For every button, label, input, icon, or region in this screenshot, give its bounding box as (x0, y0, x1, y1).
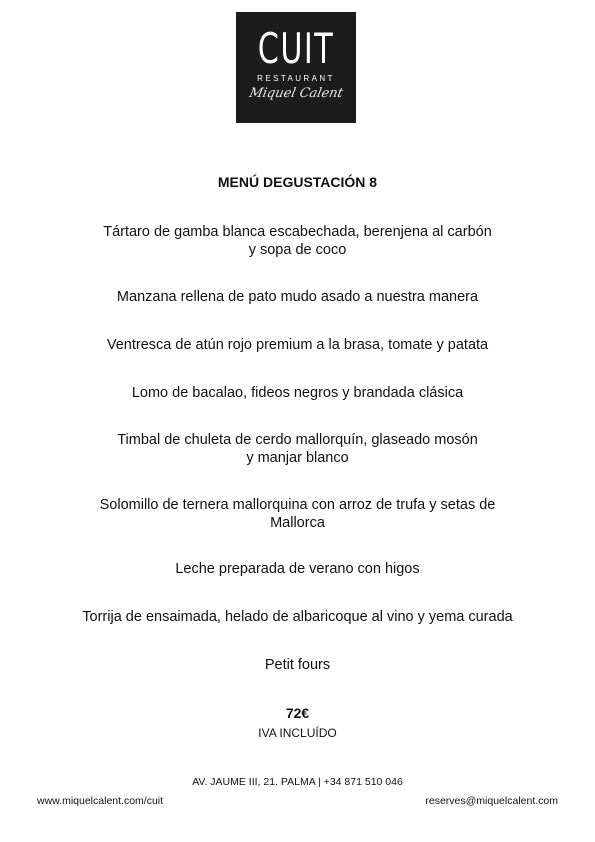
footer-address: AV. JAUME III, 21. PALMA | +34 871 510 046 (192, 776, 403, 788)
menu-course (40, 608, 555, 626)
menu-course (40, 656, 555, 674)
tax-note: IVA INCLUÍDO (258, 726, 337, 740)
menu-course (40, 288, 555, 306)
menu-course (40, 384, 555, 402)
course-line: Solomillo de ternera mallorquina con arroz de trufa y setas de (99, 497, 496, 513)
course-line: y manjar blanco (246, 450, 349, 466)
menu-course (40, 496, 555, 532)
course-line: Lomo de bacalao, fideos negros y brandada clásica (131, 385, 464, 401)
course-line: Manzana rellena de pato mudo asado a nuestra manera (116, 289, 479, 305)
course-line: Timbal de chuleta de cerdo mallorquín, glaseado mosón (117, 432, 478, 448)
menu-price: 72€ (285, 705, 310, 721)
logo-signature: Miquel Calent (247, 86, 345, 101)
footer-email-link[interactable]: reserves@miquelcalent.com (425, 795, 558, 807)
course-line: y sopa de coco (248, 242, 347, 258)
course-line: Leche preparada de verano con higos (175, 561, 420, 577)
course-line: Ventresca de atún rojo premium a la brasa, tomate y patata (106, 337, 489, 353)
footer-website-link[interactable]: www.miquelcalent.com/cuit (37, 795, 164, 807)
menu-course (40, 560, 555, 578)
logo-wordmark: CUIT (257, 24, 335, 73)
course-line: Torrija de ensaimada, helado de albaricoque al vino y yema curada (82, 609, 513, 625)
course-line: Mallorca (270, 515, 325, 531)
menu-course (40, 223, 555, 259)
menu-course (40, 336, 555, 354)
menu-course (40, 431, 555, 467)
restaurant-logo (236, 12, 356, 123)
course-line: Petit fours (264, 657, 331, 673)
menu-title: MENÚ DEGUSTACIÓN 8 (217, 174, 378, 190)
course-line: Tártaro de gamba blanca escabechada, berenjena al carbón (103, 224, 492, 240)
logo-subtitle: RESTAURANT (257, 74, 335, 83)
